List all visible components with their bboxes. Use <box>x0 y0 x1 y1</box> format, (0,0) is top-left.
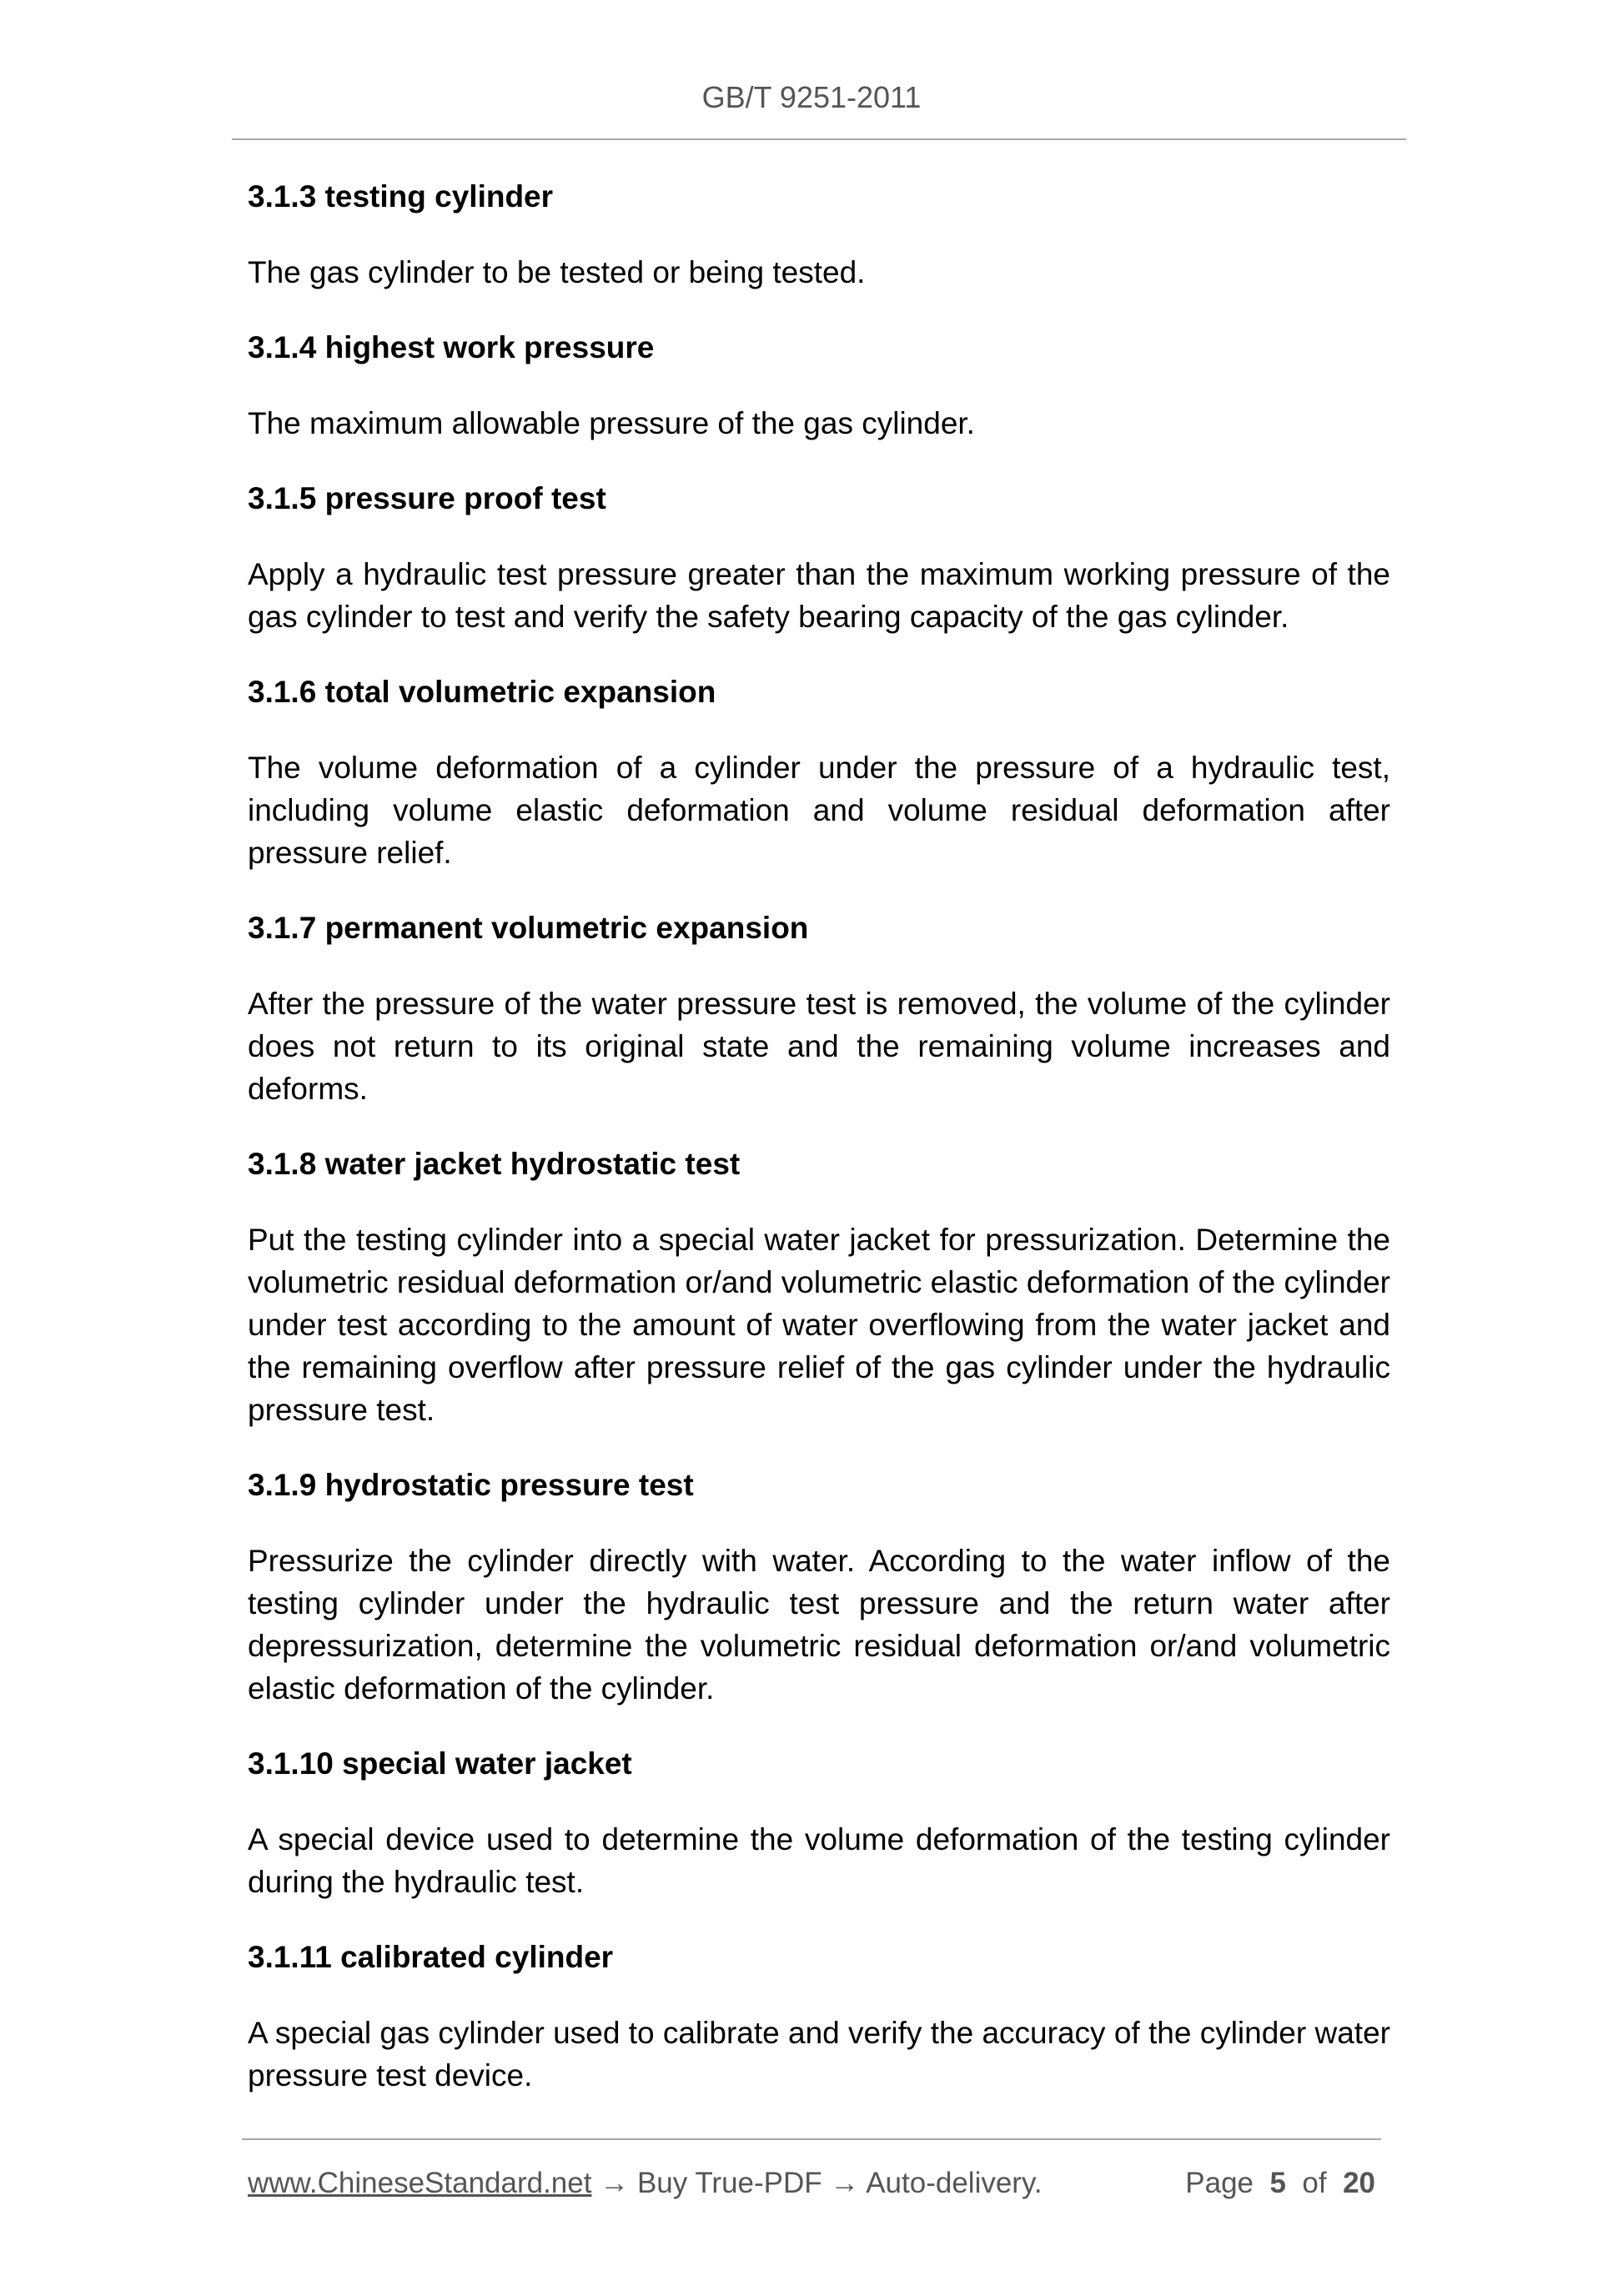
section-heading: 3.1.9 hydrostatic pressure test <box>248 1468 694 1502</box>
section-heading: 3.1.5 pressure proof test <box>248 481 606 515</box>
section-heading: 3.1.7 permanent volumetric expansion <box>248 911 809 945</box>
section-3-1-7 <box>248 907 1390 1110</box>
section-body: The gas cylinder to be tested or being tested. <box>248 255 866 289</box>
section-body: The maximum allowable pressure of the gas cylinder. <box>248 406 975 440</box>
section-body: Put the testing cylinder into a special water jacket for pressurization. Determine the volumetric residual deformation or/and volumetric elastic deformation of the cylinder under test according to the amount of water overflowing from the water jacket and the remaining overflow after pressure relief of the gas cylinder under the hydraulic pressure test. <box>248 1223 1390 1427</box>
section-body: A special gas cylinder used to calibrate and verify the accuracy of the cylinder water pressure test device. <box>248 2016 1390 2093</box>
section-3-1-9 <box>248 1464 1390 1710</box>
section-3-1-4 <box>248 326 1390 445</box>
arrow-right-icon: → <box>600 2167 630 2199</box>
page-of-label: of <box>1302 2167 1327 2199</box>
buy-true-pdf-text: Buy True-PDF <box>636 2167 822 2199</box>
page-current: 5 <box>1269 2167 1286 2199</box>
section-body: A special device used to determine the volume deformation of the testing cylinder during the hydraulic test. <box>248 1822 1390 1899</box>
section-heading: 3.1.8 water jacket hydrostatic test <box>248 1147 741 1181</box>
footer-promo <box>248 2163 1043 2204</box>
footer-divider <box>242 2138 1381 2140</box>
section-heading: 3.1.3 testing cylinder <box>248 179 554 214</box>
page-number <box>1185 2163 1375 2204</box>
section-3-1-11 <box>248 1936 1390 2097</box>
section-heading: 3.1.6 total volumetric expansion <box>248 675 716 709</box>
section-3-1-6 <box>248 671 1390 874</box>
main-content <box>248 175 1390 2129</box>
header-divider <box>232 138 1406 140</box>
auto-delivery-text: Auto-delivery. <box>866 2167 1043 2199</box>
section-heading: 3.1.10 special water jacket <box>248 1746 632 1781</box>
page-label: Page <box>1185 2167 1254 2199</box>
section-body: Apply a hydraulic test pressure greater than the maximum working pressure of the gas cylinder to test and verify the safety bearing capacity of the gas cylinder. <box>248 557 1390 634</box>
section-body: The volume deformation of a cylinder under the pressure of a hydraulic test, including volume elastic deformation and volume residual deformation after pressure relief. <box>248 751 1390 870</box>
section-body: Pressurize the cylinder directly with water. According to the water inflow of the testing cylinder under the hydraulic test pressure and the return water after depressurization, determine the volumetric residual deformation or/and volumetric elastic deformation of the cylinder. <box>248 1544 1390 1706</box>
section-heading: 3.1.11 calibrated cylinder <box>248 1940 614 1974</box>
section-3-1-8 <box>248 1143 1390 1431</box>
page-footer <box>248 2163 1382 2204</box>
section-3-1-3 <box>248 175 1390 294</box>
arrow-right-icon: → <box>830 2167 860 2199</box>
section-3-1-5 <box>248 477 1390 638</box>
section-heading: 3.1.4 highest work pressure <box>248 330 655 364</box>
page-total: 20 <box>1343 2167 1375 2199</box>
section-3-1-10 <box>248 1742 1390 1903</box>
header-title: GB/T 9251-2011 <box>701 80 922 114</box>
section-body: After the pressure of the water pressure test is removed, the volume of the cylinder does not return to its original state and the remaining volume increases and deforms. <box>248 987 1390 1106</box>
website-link[interactable]: www.ChineseStandard.net <box>248 2167 592 2199</box>
